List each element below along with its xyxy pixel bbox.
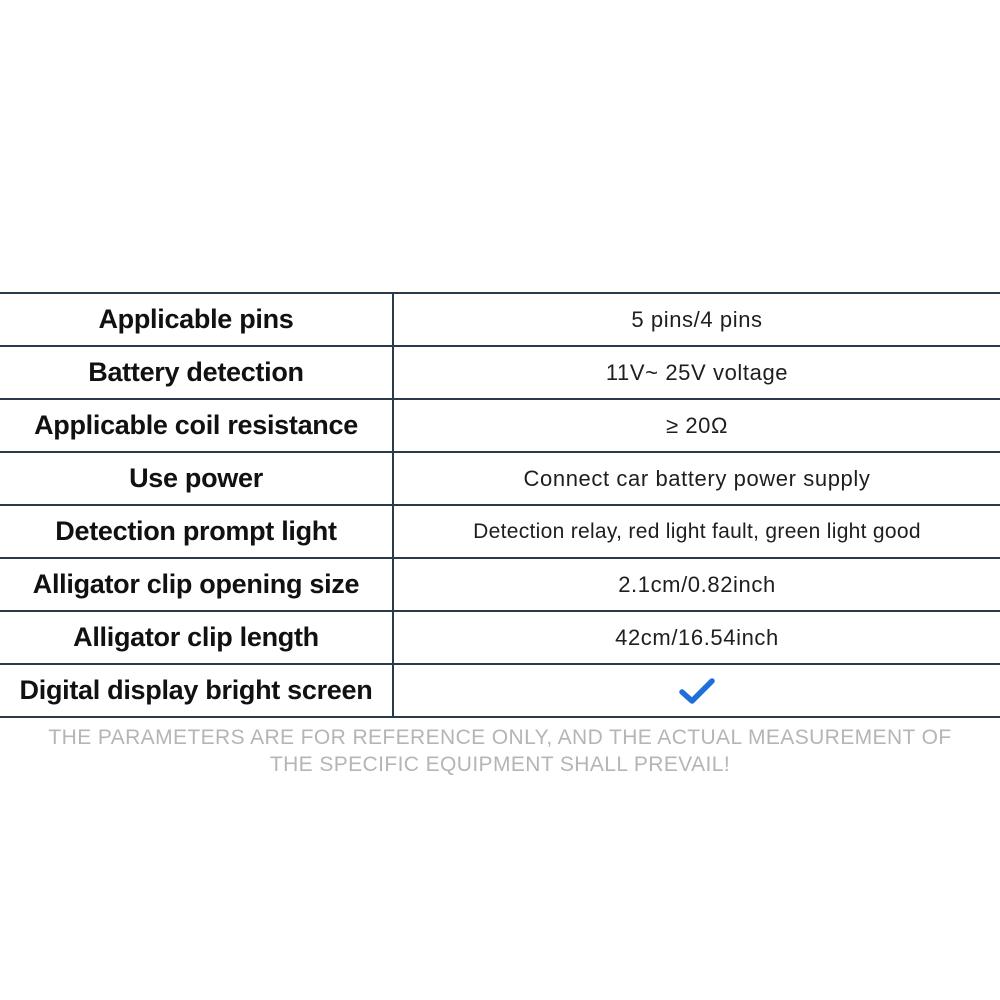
spec-value: 5 pins/4 pins [631,306,763,332]
disclaimer-line-1: THE PARAMETERS ARE FOR REFERENCE ONLY, AND THE ACTUAL MEASUREMENT OF [48,726,952,749]
spec-value: 11V~ 25V voltage [605,359,789,385]
spec-value: ≥ 20Ω [665,412,729,438]
table-row [0,612,1000,665]
table-row [0,294,1000,347]
spec-value: Connect car battery power supply [523,465,871,491]
table-row [0,347,1000,400]
spec-label: Digital display bright screen [0,665,394,716]
table-row [0,559,1000,612]
spec-value: 42cm/16.54inch [615,624,779,650]
spec-label: Use power [0,453,394,504]
spec-label: Alligator clip opening size [0,559,394,610]
spec-label: Applicable pins [0,294,394,345]
spec-value-check [394,665,1000,716]
spec-label: Battery detection [0,347,394,398]
table-row [0,506,1000,559]
checkmark-icon [679,677,715,705]
disclaimer-text [0,724,1000,778]
spec-label: Alligator clip length [0,612,394,663]
spec-label: Applicable coil resistance [0,400,394,451]
disclaimer-line-2: THE SPECIFIC EQUIPMENT SHALL PREVAIL! [269,753,731,776]
spec-label: Detection prompt light [0,506,394,557]
spec-value: 2.1cm/0.82inch [618,571,776,597]
table-row [0,453,1000,506]
table-row [0,400,1000,453]
spec-value: Detection relay, red light fault, green light good [473,519,921,543]
spec-table [0,292,1000,718]
table-row [0,665,1000,718]
